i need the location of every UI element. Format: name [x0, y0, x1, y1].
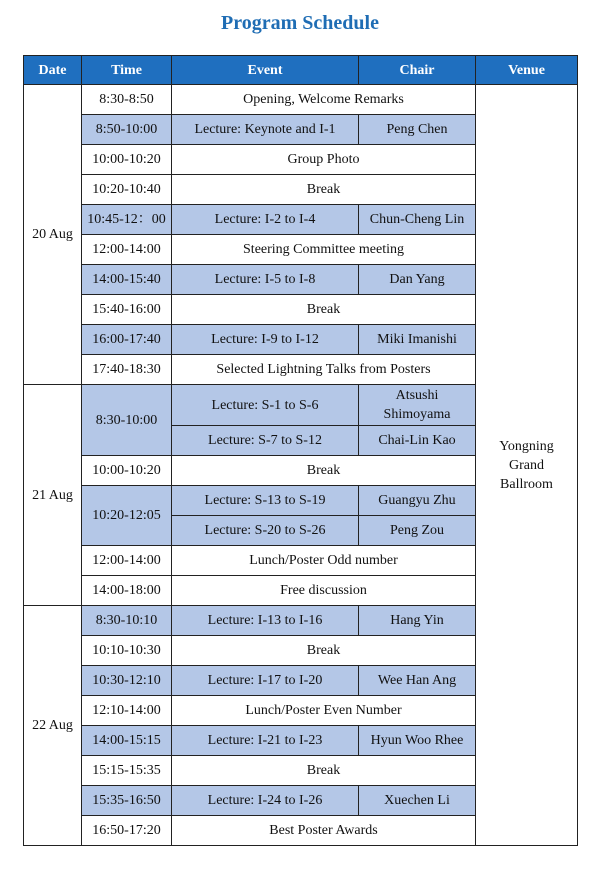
- event-cell: Lecture: Keynote and I-1: [172, 115, 359, 145]
- header-row: [24, 56, 578, 85]
- time-cell: 10:45-12：00: [82, 205, 172, 235]
- date-cell: 21 Aug: [24, 385, 82, 606]
- chair-cell: Chai-Lin Kao: [359, 426, 476, 456]
- event-cell: Lunch/Poster Odd number: [172, 546, 476, 576]
- chair-cell: Chun-Cheng Lin: [359, 205, 476, 235]
- time-cell: 14:00-15:40: [82, 265, 172, 295]
- event-cell: Group Photo: [172, 145, 476, 175]
- chair-cell: Guangyu Zhu: [359, 486, 476, 516]
- venue-cell: [476, 85, 578, 846]
- time-cell: 14:00-15:15: [82, 726, 172, 756]
- chair-cell: Atsushi Shimoyama: [359, 385, 476, 426]
- event-cell: Lecture: S-1 to S-6: [172, 385, 359, 426]
- time-cell: 8:50-10:00: [82, 115, 172, 145]
- event-cell: Lecture: S-7 to S-12: [172, 426, 359, 456]
- event-cell: Lecture: S-20 to S-26: [172, 516, 359, 546]
- time-cell: 12:10-14:00: [82, 696, 172, 726]
- table-row: [24, 85, 578, 115]
- chair-cell: Wee Han Ang: [359, 666, 476, 696]
- event-cell: Free discussion: [172, 576, 476, 606]
- header-event: Event: [172, 56, 359, 85]
- chair-cell: Hang Yin: [359, 606, 476, 636]
- time-cell: 14:00-18:00: [82, 576, 172, 606]
- header-venue: Venue: [476, 56, 578, 85]
- event-cell: Steering Committee meeting: [172, 235, 476, 265]
- chair-cell: Hyun Woo Rhee: [359, 726, 476, 756]
- event-cell: Break: [172, 456, 476, 486]
- time-cell: 8:30-10:10: [82, 606, 172, 636]
- schedule-table: [23, 55, 578, 846]
- header-chair: Chair: [359, 56, 476, 85]
- event-cell: Lecture: I-21 to I-23: [172, 726, 359, 756]
- event-cell: Lecture: I-13 to I-16: [172, 606, 359, 636]
- time-cell: 10:00-10:20: [82, 145, 172, 175]
- event-cell: Break: [172, 756, 476, 786]
- chair-cell: Miki Imanishi: [359, 325, 476, 355]
- event-cell: Lecture: I-17 to I-20: [172, 666, 359, 696]
- time-cell: 17:40-18:30: [82, 355, 172, 385]
- time-cell: 10:10-10:30: [82, 636, 172, 666]
- time-cell: 16:00-17:40: [82, 325, 172, 355]
- event-cell: Break: [172, 175, 476, 205]
- time-cell: 10:30-12:10: [82, 666, 172, 696]
- date-cell: 22 Aug: [24, 606, 82, 846]
- venue-line: Grand: [509, 457, 544, 473]
- chair-cell: Dan Yang: [359, 265, 476, 295]
- time-cell: 12:00-14:00: [82, 235, 172, 265]
- event-cell: Opening, Welcome Remarks: [172, 85, 476, 115]
- event-cell: Lecture: I-24 to I-26: [172, 786, 359, 816]
- time-cell: 16:50-17:20: [82, 816, 172, 846]
- header-date: Date: [24, 56, 82, 85]
- event-cell: Lunch/Poster Even Number: [172, 696, 476, 726]
- event-cell: Best Poster Awards: [172, 816, 476, 846]
- time-cell: 12:00-14:00: [82, 546, 172, 576]
- time-cell: 15:15-15:35: [82, 756, 172, 786]
- event-cell: Lecture: I-9 to I-12: [172, 325, 359, 355]
- date-cell: 20 Aug: [24, 85, 82, 385]
- page-title: Program Schedule: [221, 12, 379, 34]
- venue-line: Yongning: [499, 438, 554, 454]
- time-cell: 8:30-10:00: [82, 385, 172, 456]
- header-time: Time: [82, 56, 172, 85]
- event-cell: Lecture: I-5 to I-8: [172, 265, 359, 295]
- time-cell: 8:30-8:50: [82, 85, 172, 115]
- event-cell: Selected Lightning Talks from Posters: [172, 355, 476, 385]
- event-cell: Lecture: I-2 to I-4: [172, 205, 359, 235]
- time-cell: 15:35-16:50: [82, 786, 172, 816]
- venue-line: Ballroom: [500, 476, 553, 492]
- chair-cell: Xuechen Li: [359, 786, 476, 816]
- time-cell: 10:20-12:05: [82, 486, 172, 546]
- time-cell: 10:20-10:40: [82, 175, 172, 205]
- chair-cell: Peng Chen: [359, 115, 476, 145]
- event-cell: Break: [172, 636, 476, 666]
- event-cell: Lecture: S-13 to S-19: [172, 486, 359, 516]
- chair-cell: Peng Zou: [359, 516, 476, 546]
- time-cell: 15:40-16:00: [82, 295, 172, 325]
- event-cell: Break: [172, 295, 476, 325]
- time-cell: 10:00-10:20: [82, 456, 172, 486]
